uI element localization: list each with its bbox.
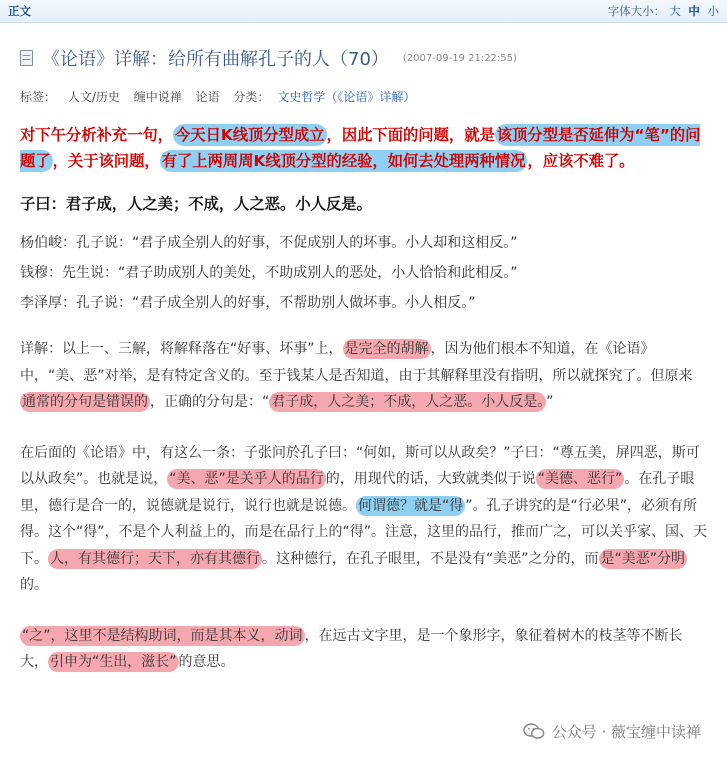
tag-row	[20, 88, 707, 105]
highlight-blue: 今天日K线顶分型成立	[174, 126, 325, 144]
text-run: ，正确的分句是：“	[150, 394, 270, 410]
text-run: ，因为他们根本不知道，在《论语》中，“美、恶”对举，是有特定含义的。至于钱某人是否知道，由于其解释里没有指明，所以就探究了。但原来	[20, 341, 693, 384]
confucius-quote: 子曰：君子成，人之美；不成，人之恶。小人反是。	[20, 195, 372, 213]
highlight-blue: 有了上两周周K线顶分型的经验，如何去处理两种情况	[161, 152, 526, 170]
highlight-pink: “之”，这里不是结构助词，而是其本义，动词	[22, 627, 303, 644]
text-run: 。这种德行，在孔子眼里，不是没有“美恶”之分的，而	[262, 550, 599, 567]
tag-item[interactable]: 缠中说禅	[133, 90, 182, 104]
translation-qian: 钱穆：先生说：“君子助成别人的美处，不助成别人的恶处，小人恰恰和此相反。”	[20, 265, 518, 281]
text-run: 的，用现代的话，大致就类似于说	[325, 471, 536, 487]
highlight-pink: 通常的分句是错误的	[22, 394, 148, 410]
text-run: 。在孔子眼里，德行是合一的，说德就是说行，说行也就是说德。	[20, 471, 695, 514]
title-row	[20, 45, 707, 71]
wechat-watermark	[519, 720, 705, 743]
text-run: 的。	[20, 577, 48, 593]
category-label: 分类：	[233, 90, 270, 104]
highlight-pink: “美德、恶行”	[537, 471, 623, 487]
font-size-large-button[interactable]: 大	[669, 4, 681, 18]
text-run: ”	[546, 394, 554, 410]
wechat-icon	[523, 723, 545, 740]
explanation-paragraph-2	[20, 440, 707, 599]
font-size-medium-button[interactable]: 中	[688, 4, 700, 18]
font-size-small-button[interactable]: 小	[707, 4, 719, 18]
translation-li: 李泽厚：孔子说：“君子成全别人的好事，不帮助别人做坏事。小人相反。”	[20, 295, 476, 311]
highlight-blue: 何谓德？就是“得	[358, 497, 464, 514]
highlight-pink: 引申为“生出，滋长”	[50, 654, 177, 670]
article-date: (2007-09-19 21:22:55)	[402, 52, 517, 64]
font-size-label: 字体大小：	[607, 4, 666, 18]
tag-item[interactable]: 人文/历史	[67, 90, 120, 104]
section-label: 正文	[8, 4, 31, 18]
note-text: 对下午分析补充一句，	[20, 126, 173, 144]
text-run: ，在远古文字里，是一个象形字，象征着树木的枝茎等不断长大，	[20, 627, 683, 670]
explanation-paragraph-1	[20, 336, 707, 416]
text-run: 详解：以上一、三解，将解释落在“好事、坏事”上，	[20, 341, 343, 357]
note-text: ，关于该问题，	[52, 152, 160, 170]
text-run: ”。孔子讲究的是“行必果”，必须有所得。这个“得”，不是个人利益上的，而是在品行上的“得”。注意，这里的品行，推而广之，可以关乎家、国、天下。	[20, 497, 708, 567]
watermark-text: 公众号 · 薇宝缠中读禅	[551, 723, 701, 741]
highlight-pink: “美、恶”是关乎人的品行	[169, 471, 324, 487]
document-icon	[20, 50, 33, 66]
font-size-controls	[608, 3, 719, 19]
article-body	[0, 45, 727, 676]
article-title: 《论语》详解：给所有曲解孔子的人（70）	[42, 49, 389, 70]
note-text: ，应该不难了。	[527, 152, 635, 170]
text-run: 的意思。	[178, 654, 235, 670]
tags-label: 标签：	[20, 90, 57, 104]
highlight-pink: 是完全的胡解	[344, 341, 429, 357]
highlight-blue: 该顶分型是否延伸为“笔”的问题了	[20, 126, 701, 170]
category-link[interactable]: 文史哲学（《论语》详解）	[277, 90, 416, 104]
highlight-pink: 人，有其德行；天下，亦有其德行	[50, 550, 260, 567]
highlight-pink: 是“美恶”分明	[600, 550, 686, 567]
red-note	[20, 122, 707, 174]
top-bar	[0, 0, 727, 23]
text-run: 在后面的《论语》中，有这么一条：子张问於孔子曰：“何如，斯可以从政矣？”子曰：“尊五美，屏四恶，斯可以从政矣”。也就是说，	[20, 444, 700, 487]
tag-item[interactable]: 论语	[195, 90, 220, 104]
translation-yang: 杨伯峻：孔子说：“君子成全别人的好事，不促成别人的坏事。小人却和这相反。”	[20, 235, 518, 251]
explanation-paragraph-3	[20, 623, 707, 676]
highlight-pink: 君子成，人之美；不成，人之恶。小人反是。	[271, 394, 545, 410]
translations	[20, 228, 707, 318]
note-text: ，因此下面的问题，就是	[326, 126, 495, 144]
